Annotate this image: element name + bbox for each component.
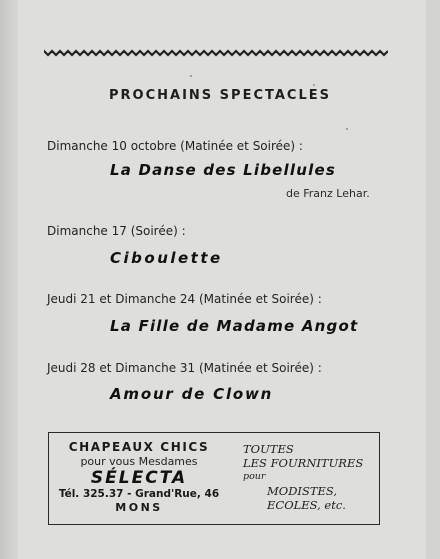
show-date: Dimanche 17 (Soirée) : xyxy=(47,224,186,238)
ad-brand: CHAPEAUX CHICS xyxy=(68,440,210,454)
show-title: La Fille de Madame Angot xyxy=(110,317,359,335)
ad-city: MONS xyxy=(115,501,163,514)
ad-shop-name: SÉLECTA xyxy=(90,468,188,488)
advertisement-box xyxy=(48,432,380,525)
paper-speck xyxy=(313,84,315,86)
ad-right-line: MODISTES, xyxy=(267,484,338,498)
page-heading: PROCHAINS SPECTACLES xyxy=(109,88,331,103)
show-date: Jeudi 28 et Dimanche 31 (Matinée et Soirée) : xyxy=(47,361,322,375)
ad-right-line: ECOLES, etc. xyxy=(267,498,346,512)
show-composer: de Franz Lehar. xyxy=(286,187,370,200)
show-title: Ciboulette xyxy=(110,249,223,267)
ad-right-column xyxy=(241,442,377,512)
show-date: Jeudi 21 et Dimanche 24 (Matinée et Soirée) : xyxy=(47,292,322,306)
show-title: Amour de Clown xyxy=(110,385,274,403)
ad-subtitle: pour vous Mesdames xyxy=(80,455,198,468)
ad-left-column xyxy=(49,433,229,514)
paper-speck xyxy=(346,128,348,130)
ad-right-line: TOUTES xyxy=(243,442,294,456)
show-title: La Danse des Libellules xyxy=(110,161,336,179)
ad-phone-address: Tél. 325.37 - Grand'Rue, 46 xyxy=(58,488,220,500)
decorative-zigzag-rule xyxy=(44,49,388,57)
ad-right-line: pour xyxy=(243,471,266,482)
page-edge-shadow xyxy=(0,0,18,559)
ad-right-line: LES FOURNITURES xyxy=(243,456,364,470)
show-date: Dimanche 10 octobre (Matinée et Soirée) : xyxy=(47,139,303,153)
paper-speck xyxy=(190,75,192,77)
